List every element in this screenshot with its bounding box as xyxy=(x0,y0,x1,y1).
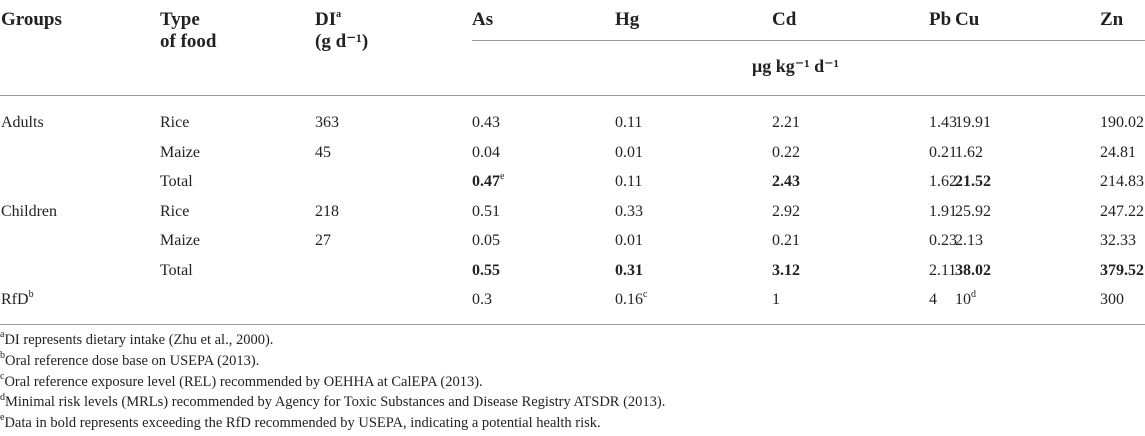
cell-di: 27 xyxy=(315,232,331,249)
cell-as: 0.51 xyxy=(472,202,500,220)
header-underline-elements xyxy=(472,40,1145,41)
cell-cd: 3.12 xyxy=(772,261,800,279)
header-di xyxy=(315,9,368,53)
header-type-of-food xyxy=(160,9,216,53)
table-row xyxy=(0,256,1145,286)
cell-food-type: Maize xyxy=(160,143,200,161)
header-unit: μg kg⁻¹ d⁻¹ xyxy=(752,56,840,76)
cell-cu: 19.91 xyxy=(955,114,991,131)
cell-as: 0.3 xyxy=(472,291,492,308)
cell-di: 45 xyxy=(315,143,331,161)
cell-cu: 25.92 xyxy=(955,202,991,220)
table-row xyxy=(0,197,1145,227)
table-row xyxy=(0,138,1145,168)
header-groups: Groups xyxy=(1,9,62,30)
cell-food-type: Total xyxy=(160,261,193,279)
footnote: $^a$DI represents dietary intake (Zhu et al., 2000). xyxy=(0,329,274,348)
cell-cu: 2.13 xyxy=(955,232,983,249)
cell-cd: 0.22 xyxy=(772,143,800,161)
header-type-line2: of food xyxy=(160,31,217,52)
cell-cd: 2.21 xyxy=(772,114,800,131)
cell-zn: 379.52 xyxy=(1100,261,1144,279)
cell-group: Adults xyxy=(1,114,44,131)
cell-as: 0.55 xyxy=(472,261,500,279)
cell-pb: 0.23 xyxy=(929,232,957,249)
cell-hg: 0.11 xyxy=(615,173,643,190)
table-row xyxy=(0,285,1145,315)
cell-cu: 21.52 xyxy=(955,173,991,190)
cell-hg: 0.01 xyxy=(615,232,643,249)
cell-hg: 0.31 xyxy=(615,261,643,279)
footnote: $^c$Oral reference exposure level (REL) recommended by OEHHA at CalEPA (2013). xyxy=(0,370,483,390)
cell-zn: 214.83 xyxy=(1100,173,1144,190)
cell-cd: 0.21 xyxy=(772,232,800,249)
cell-pb: 0.21 xyxy=(929,143,957,161)
footnote: $^d$Minimal risk levels (MRLs) recommended by Agency for Toxic Substances and Disease Registry ATSDR (2013). xyxy=(0,391,666,411)
cell-cd: 2.43 xyxy=(772,173,800,190)
cell-hg: 0.11 xyxy=(615,114,643,131)
footnotes xyxy=(0,330,665,434)
table-bottom-rule xyxy=(0,324,1145,325)
header-di-unit: (g d⁻¹) xyxy=(315,31,369,52)
cell-zn: 32.33 xyxy=(1100,232,1136,249)
cell-food-type: Rice xyxy=(160,202,190,220)
cell-di: 218 xyxy=(315,202,339,220)
header-element-cd: Cd xyxy=(772,9,797,30)
cell-as: 0.04 xyxy=(472,143,500,161)
header-element-as: As xyxy=(472,9,494,30)
cell-as: 0.43 xyxy=(472,114,500,131)
table-row xyxy=(0,108,1145,138)
cell-zn: 24.81 xyxy=(1100,143,1136,161)
cell-food-type: Rice xyxy=(160,114,190,131)
footnote: $^b$Oral reference dose base on USEPA (2013). xyxy=(0,349,260,369)
table-body xyxy=(0,108,1145,315)
cell-pb: 1.91 xyxy=(929,202,957,220)
cell-cu: 1.62 xyxy=(955,143,983,161)
cell-cu: 38.02 xyxy=(955,261,991,279)
cell-hg: 0.16$^c$ xyxy=(615,288,648,308)
cell-pb: 1.62 xyxy=(929,173,957,190)
cell-group: RfD$^b$ xyxy=(1,288,34,308)
header-di-footnote-mark: a xyxy=(336,8,342,20)
footnote: $^e$Data in bold represents exceeding the RfD recommended by USEPA, indicating a potential health risk. xyxy=(0,412,601,432)
cell-cd: 2.92 xyxy=(772,202,800,220)
cell-as: 0.05 xyxy=(472,232,500,249)
header-element-pb: Pb xyxy=(929,9,952,30)
cell-group: Children xyxy=(1,202,57,220)
cell-cd: 1 xyxy=(772,291,780,308)
cell-hg: 0.01 xyxy=(615,143,643,161)
cell-zn: 247.22 xyxy=(1100,202,1144,220)
cell-food-type: Total xyxy=(160,173,193,190)
cell-as: 0.47e xyxy=(472,170,505,190)
header-element-hg: Hg xyxy=(615,9,640,30)
header-di-label: DI xyxy=(315,9,337,30)
cell-food-type: Maize xyxy=(160,232,200,249)
header-bottom-rule xyxy=(0,95,1145,96)
cell-hg: 0.33 xyxy=(615,202,643,220)
table-row xyxy=(0,226,1145,256)
header-element-cu-label: Cu xyxy=(955,9,980,30)
table-row xyxy=(0,167,1145,197)
cell-pb: 1.43 xyxy=(929,114,957,131)
cell-zn: 300 xyxy=(1100,291,1124,308)
cell-pb: 4 xyxy=(929,291,937,308)
header-type-line1: Type xyxy=(160,9,200,30)
cell-cu: 10$^d$ xyxy=(955,288,976,308)
header-element-zn: Zn xyxy=(1100,9,1124,30)
cell-di: 363 xyxy=(315,114,339,131)
cell-zn: 190.02 xyxy=(1100,114,1144,131)
cell-pb: 2.11 xyxy=(929,261,957,279)
